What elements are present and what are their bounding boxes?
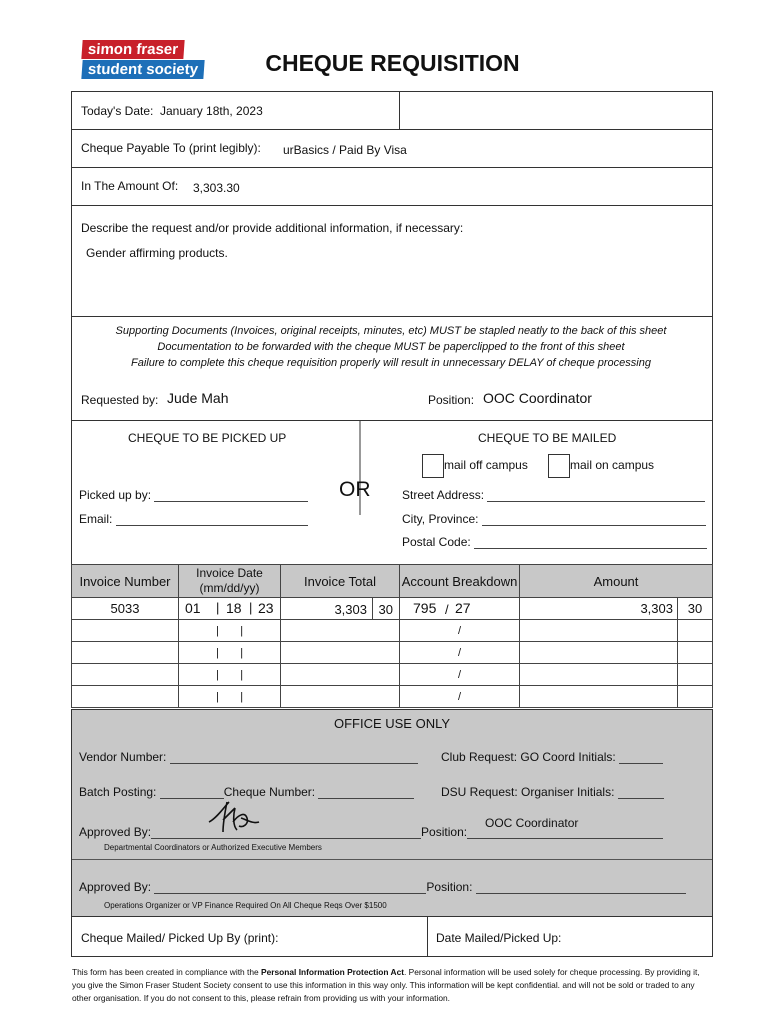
acct-slash: / [400,620,520,642]
table-row[interactable] [72,642,713,664]
header-amount: Amount [520,565,713,598]
date-row [81,104,263,118]
row1-date[interactable] [179,598,281,620]
approved2-row [79,880,686,894]
street-label: Street Address: [402,488,485,502]
off-campus-label: mail off campus [444,458,528,473]
row1-total-cents: 30 [378,602,393,617]
describe-value[interactable]: Gender affirming products. [86,246,228,260]
dsu-field[interactable] [618,798,664,799]
date-sep: | [249,600,253,615]
payable-value[interactable]: urBasics / Paid By Visa [283,143,407,157]
postal-row [402,535,707,549]
city-label: City, Province: [402,512,479,526]
footer-bold: Personal Information Protection Act [261,967,405,977]
pickup-header: CHEQUE TO BE PICKED UP [128,431,287,445]
date-seps: | | [179,620,281,642]
position-office-field[interactable] [467,838,663,839]
table-header-row [72,565,713,598]
header-invoice-number: Invoice Number [72,565,179,598]
or-text: OR [339,478,371,501]
table-row[interactable] [72,664,713,686]
row1-mm: 01 [185,600,201,616]
requested-value[interactable]: Jude Mah [167,390,229,406]
approved2-label: Approved By: [79,880,152,894]
table-row[interactable] [72,686,713,708]
dsu-row [441,785,664,799]
date-label: Today's Date: [81,104,154,118]
date-sep: | [216,600,220,615]
on-campus-label: mail on campus [570,458,655,473]
logo-line1: simon fraser [81,40,184,59]
dept-note: Departmental Coordinators or Authorized Executive Members [104,843,322,852]
row1-total-dollars: 3,303 [334,602,367,617]
vendor-row [79,750,418,764]
privacy-footer [72,966,712,1005]
header-invoice-total: Invoice Total [281,565,400,598]
approved-label: Approved By: [79,825,152,839]
row1-dd: 18 [226,600,242,616]
approved-field[interactable] [151,838,421,839]
club-field[interactable] [619,763,663,764]
row1-amount-cents[interactable]: 30 [678,598,713,620]
page-title: CHEQUE REQUISITION [265,50,520,76]
on-campus-option[interactable] [548,454,654,478]
acct-slash: / [400,642,520,664]
payable-label: Cheque Payable To (print legibly): [81,141,261,155]
date-seps: | | [179,664,281,686]
city-field[interactable] [482,525,706,526]
off-campus-option[interactable] [422,454,528,478]
city-row [402,512,706,526]
describe-label: Describe the request and/or provide additional information, if necessary: [81,221,464,235]
invoice-table [71,564,713,708]
cents-divider [372,598,373,620]
approved2-field[interactable] [154,893,426,894]
position-value[interactable]: OOC Coordinator [483,390,592,406]
mailed-by-label: Cheque Mailed/ Picked Up By (print): [81,931,279,945]
position2-field[interactable] [476,893,686,894]
header-account-breakdown: Account Breakdown [400,565,520,598]
cheque-number-field[interactable] [318,798,414,799]
mailed-header: CHEQUE TO BE MAILED [478,431,617,445]
position2-label: Position: [426,880,473,894]
date-mailed-label: Date Mailed/Picked Up: [436,931,562,945]
postal-field[interactable] [474,548,707,549]
row1-account[interactable] [400,598,520,620]
vendor-label: Vendor Number: [79,750,167,764]
position-office-label: Position: [421,825,468,839]
office-use-header: OFFICE USE ONLY [333,716,451,731]
amount-value[interactable]: 3,303.30 [193,181,240,195]
row1-acct2: 27 [455,600,471,616]
picked-up-row [79,488,308,502]
row1-amount[interactable]: 3,303 [520,598,678,620]
table-row[interactable] [72,620,713,642]
date-value[interactable]: January 18th, 2023 [160,104,263,118]
row1-acct1: 795 [413,600,437,616]
email-field[interactable] [116,525,308,526]
email-label: Email: [79,512,113,526]
acct-slash: / [400,686,520,708]
street-field[interactable] [487,501,705,502]
ops-note: Operations Organizer or VP Finance Required On All Cheque Reqs Over $1500 [104,901,387,910]
position-label: Position: [428,393,475,407]
acct-slash: / [445,602,449,617]
postal-label: Postal Code: [402,535,471,549]
note-2: Documentation to be forwarded with the cheque MUST be paperclipped to the front of this sheet [157,341,625,353]
row1-total[interactable] [281,598,400,620]
requested-label: Requested by: [81,393,159,407]
vendor-field[interactable] [170,763,418,764]
position-office-value[interactable]: OOC Coordinator [485,816,579,830]
club-label: Club Request: GO Coord Initials: [441,750,616,764]
footer-post: . Personal information will be used solely for cheque processing. By providing it, you give the Simon Fraser Student Society consent to use this information in this way only. This information will be kept confidential. and will not be sold or traded to any other organisation. If you do not consent to this, please refrain from providing us with your information. [72,967,700,1003]
note-1: Supporting Documents (Invoices, original receipts, minutes, etc) MUST be stapled neatly to the back of this sheet [115,325,667,337]
amount-label: In The Amount Of: [81,179,179,193]
street-row [402,488,705,502]
dsu-label: DSU Request: Organiser Initials: [441,785,615,799]
row1-invoice[interactable]: 5033 [72,598,179,620]
acct-slash: / [400,664,520,686]
club-row [441,750,663,764]
batch-label: Batch Posting: [79,785,157,799]
cheque-number-label: Cheque Number: [223,785,316,799]
note-3: Failure to complete this cheque requisition properly will result in unnecessary DELAY of cheque processing [131,357,651,369]
date-seps: | | [179,686,281,708]
off-campus-checkbox[interactable] [422,454,444,478]
date-seps: | | [179,642,281,664]
row1-yy: 23 [258,600,274,616]
email-row [79,512,308,526]
on-campus-checkbox[interactable] [548,454,570,478]
logo-line2: student society [81,60,204,79]
picked-up-field[interactable] [154,501,308,502]
footer-pre: This form has been created in compliance with the [72,967,261,977]
table-row [72,598,713,620]
batch-row [79,785,414,799]
picked-up-label: Picked up by: [79,488,152,502]
header-invoice-date: Invoice Date (mm/dd/yy) [179,565,281,598]
